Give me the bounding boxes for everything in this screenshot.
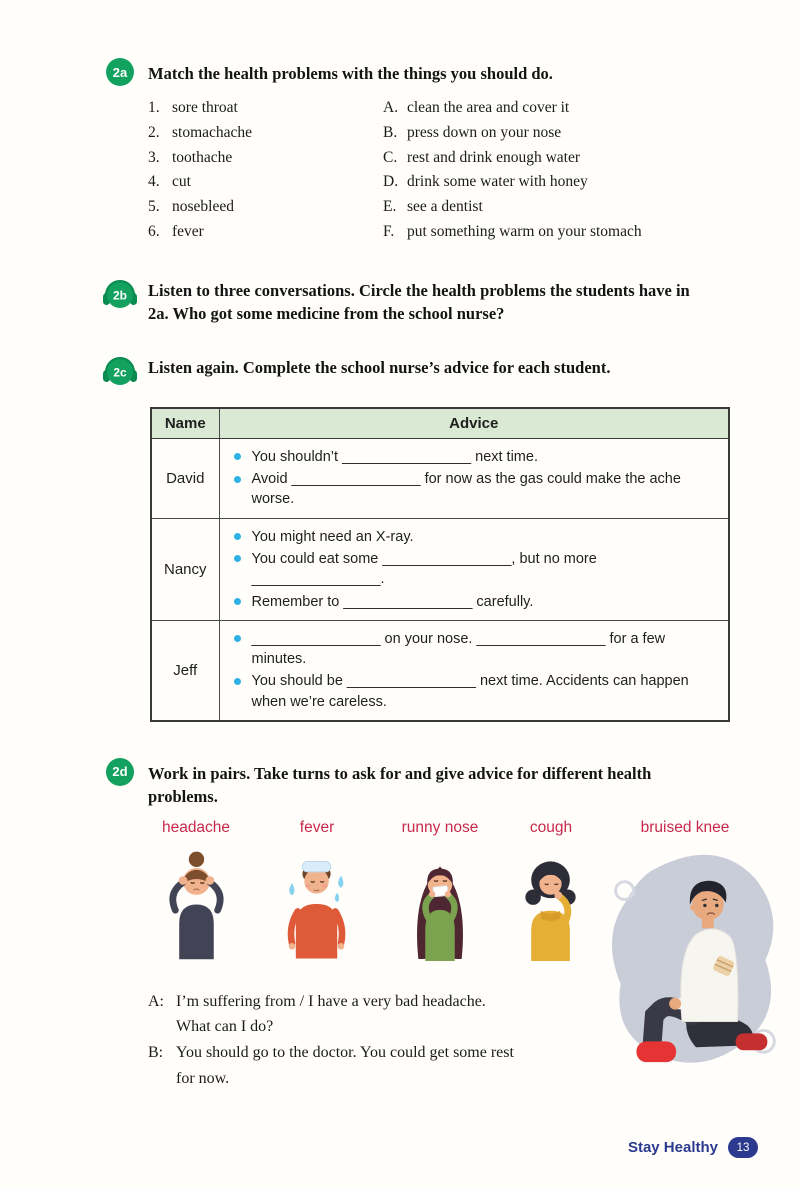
dialogue-line-a [148,989,600,1015]
advice-line [230,592,719,612]
item-number: 5. [148,198,160,216]
bullet-icon [234,678,241,685]
problem-item [148,124,383,142]
health-problem-label-fever: fever [299,818,335,836]
remedy-item [383,99,800,117]
activity-badge-2a: 2a [106,58,134,86]
speaker-b-label: B: [148,1044,164,1062]
remedy-text: clean the area and cover it [407,99,570,116]
section-2c [0,352,800,393]
health-problem-label-runny-nose: runny nose [401,818,479,836]
problem-item [148,223,383,241]
problem-text: toothache [172,148,233,166]
section-2a [0,58,800,86]
bullet-icon [234,533,241,540]
instruction-2c: Listen again. Complete the school nurse’s advice for each student. [148,357,611,377]
advice-text: You should be ________________ next time. Accidents can happen when we’re careless. [251,673,689,710]
problem-item [148,99,383,117]
dialogue-indent [148,1014,176,1040]
table-row-nancy [151,518,729,620]
health-problem-label-cough: cough [529,818,573,836]
problem-text: sore throat [172,99,238,116]
dialogue-line-b-cont [148,1066,600,1092]
column-header-name: Name [151,408,219,439]
problem-item [148,198,383,216]
advice-cell [219,438,729,518]
problem-item [148,149,383,167]
health-problems-visuals [0,819,800,971]
bruised-knee-illustration [596,845,786,1083]
page-number-badge: 13 [728,1137,758,1158]
remedy-text: put something warm on your stomach [407,223,642,241]
item-letter: E. [383,198,397,216]
student-name: David [151,438,219,518]
problem-item [148,173,383,191]
advice-line [230,671,719,712]
headache-illustration [160,847,232,961]
example-dialogue [148,989,600,1091]
bullet-icon [234,635,241,642]
advice-text: You could eat some ________________, but no more ________________. [251,550,597,588]
advice-line [230,527,719,547]
remedy-text: press down on your nose [407,123,562,141]
speaker-a-label: A: [148,992,164,1010]
remedy-item [383,223,800,241]
item-number: 2. [148,123,160,141]
instruction-2a: Match the health problems with the things you should do. [148,64,553,83]
activity-badge-2d: 2d [106,758,134,786]
item-letter: D. [383,173,399,191]
advice-line [230,469,719,510]
item-letter: F. [383,223,395,241]
runny-nose-illustration [401,843,479,961]
item-letter: C. [383,148,398,166]
bullet-icon [234,598,241,605]
advice-cell [219,518,729,620]
column-header-advice: Advice [219,408,729,439]
problem-text: stomachache [172,123,253,141]
remedy-item [383,124,800,142]
advice-text: You shouldn’t ________________ next time. [251,448,538,465]
advice-text: ________________ on your nose. ________________ for a few minutes. [251,630,666,668]
instruction-2d: Work in pairs. Take turns to ask for and give advice for different health problems. [148,763,652,807]
dialogue-text: You should go to the doctor. You could get some rest [176,1044,514,1062]
remedy-item [383,149,800,167]
table-row-david [151,438,729,518]
dialogue-text: for now. [176,1069,230,1087]
textbook-page [0,58,800,1156]
bullet-icon [234,453,241,460]
bullet-icon [234,476,241,483]
problem-text: nosebleed [172,198,234,216]
student-name: Nancy [151,518,219,620]
item-number: 6. [148,223,160,241]
remedy-text: drink some water with honey [407,173,588,191]
advice-table [150,407,730,722]
health-problem-label-headache: headache [161,818,231,836]
remedy-item [383,198,800,216]
item-number: 1. [148,99,160,116]
fever-illustration [277,843,357,961]
advice-cell [219,620,729,721]
table-row-jeff [151,620,729,721]
cough-illustration [509,845,593,961]
dialogue-line-b [148,1040,600,1066]
activity-badge-2c [100,352,140,393]
problem-text: fever [172,223,204,241]
advice-text: Remember to ________________ carefully. [251,593,534,610]
dialogue-text: What can I do? [176,1018,274,1036]
problem-text: cut [172,173,191,191]
matching-exercise [148,99,800,241]
badge-label: 2c [113,365,127,380]
instruction-2b: Listen to three conversations. Circle the health problems the students have in 2a. Who got some medicine from the school nurse? [148,280,690,324]
item-number: 4. [148,173,160,191]
item-letter: B. [383,123,398,141]
dialogue-text: I’m suffering from / I have a very bad headache. [176,992,486,1010]
item-letter: A. [383,99,399,116]
advice-line [230,549,719,590]
bullet-icon [234,555,241,562]
health-problem-label-bruised-knee: bruised knee [640,818,730,836]
unit-title: Stay Healthy [627,1139,718,1156]
advice-line [230,447,719,467]
page-footer [628,1137,758,1158]
remedy-item [383,173,800,191]
student-name: Jeff [151,620,219,721]
table-header-row [151,408,729,439]
advice-text: Avoid ________________ for now as the gas could make the ache worse. [251,471,681,508]
section-2b [0,275,800,326]
dialogue-line-a-cont [148,1014,600,1040]
badge-label: 2b [112,288,128,303]
remedy-text: rest and drink enough water [407,148,581,166]
item-number: 3. [148,148,160,166]
advice-text: You might need an X-ray. [251,528,414,545]
activity-badge-2b [100,275,140,326]
dialogue-indent [148,1066,176,1092]
remedy-text: see a dentist [407,198,483,216]
section-2d [0,758,800,809]
advice-line [230,629,719,670]
